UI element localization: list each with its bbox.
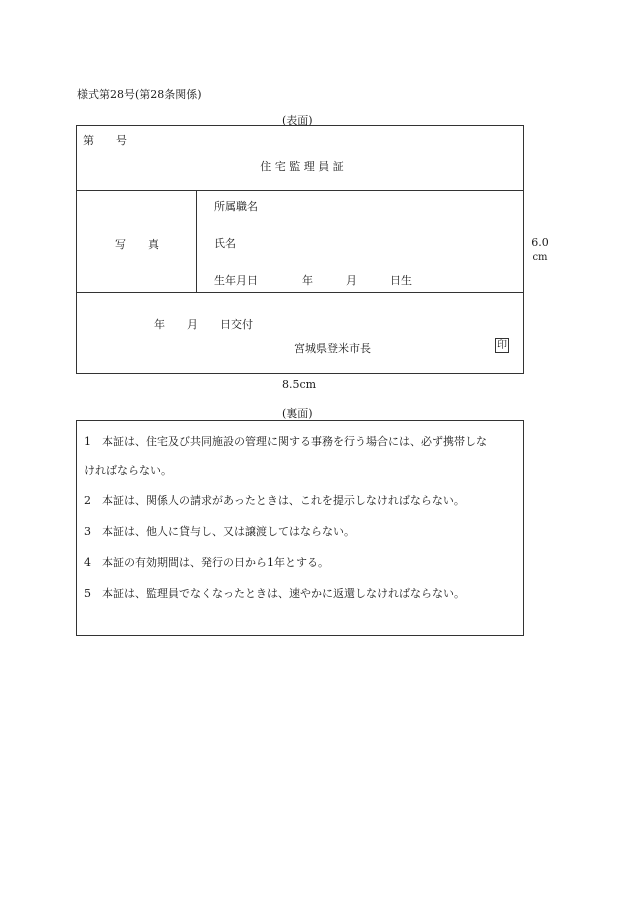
height-dimension-unit: cm: [532, 252, 548, 263]
divider: [196, 190, 197, 292]
note-item: 2 本証は、関係人の請求があったときは、これを提示しなければならない。: [84, 494, 465, 507]
form-number: 様式第28号(第28条関係): [77, 88, 202, 101]
height-dimension-value: 6.0: [531, 236, 549, 249]
affiliation-label: 所属職名: [214, 200, 258, 213]
issue-date-label: 年 月 日交付: [154, 318, 253, 331]
birth-date-label: 生年月日 年 月 日生: [214, 274, 412, 287]
note-item: 3 本証は、他人に貸与し、又は譲渡してはならない。: [84, 525, 355, 538]
note-item: 1 本証は、住宅及び共同施設の管理に関する事務を行う場合には、必ず携帯しな: [84, 435, 487, 448]
photo-label: 写 真: [115, 238, 159, 251]
card-front: [76, 125, 524, 374]
card-title: 住 宅 監 理 員 証: [260, 160, 344, 173]
note-item: ければならない。: [84, 464, 172, 477]
seal-stamp: 印: [497, 340, 507, 351]
issuer-label: 宮城県登米市長: [294, 342, 371, 355]
width-dimension: 8.5cm: [282, 378, 317, 391]
note-item: 4 本証の有効期間は、発行の日から1年とする。: [84, 556, 329, 569]
back-section-label: (裏面): [282, 407, 313, 420]
number-label: 第 号: [83, 134, 127, 147]
divider: [77, 292, 523, 293]
name-label: 氏名: [214, 237, 236, 250]
divider: [77, 190, 523, 191]
front-section-label: (表面): [282, 114, 313, 127]
note-item: 5 本証は、監理員でなくなったときは、速やかに返還しなければならない。: [84, 587, 465, 600]
